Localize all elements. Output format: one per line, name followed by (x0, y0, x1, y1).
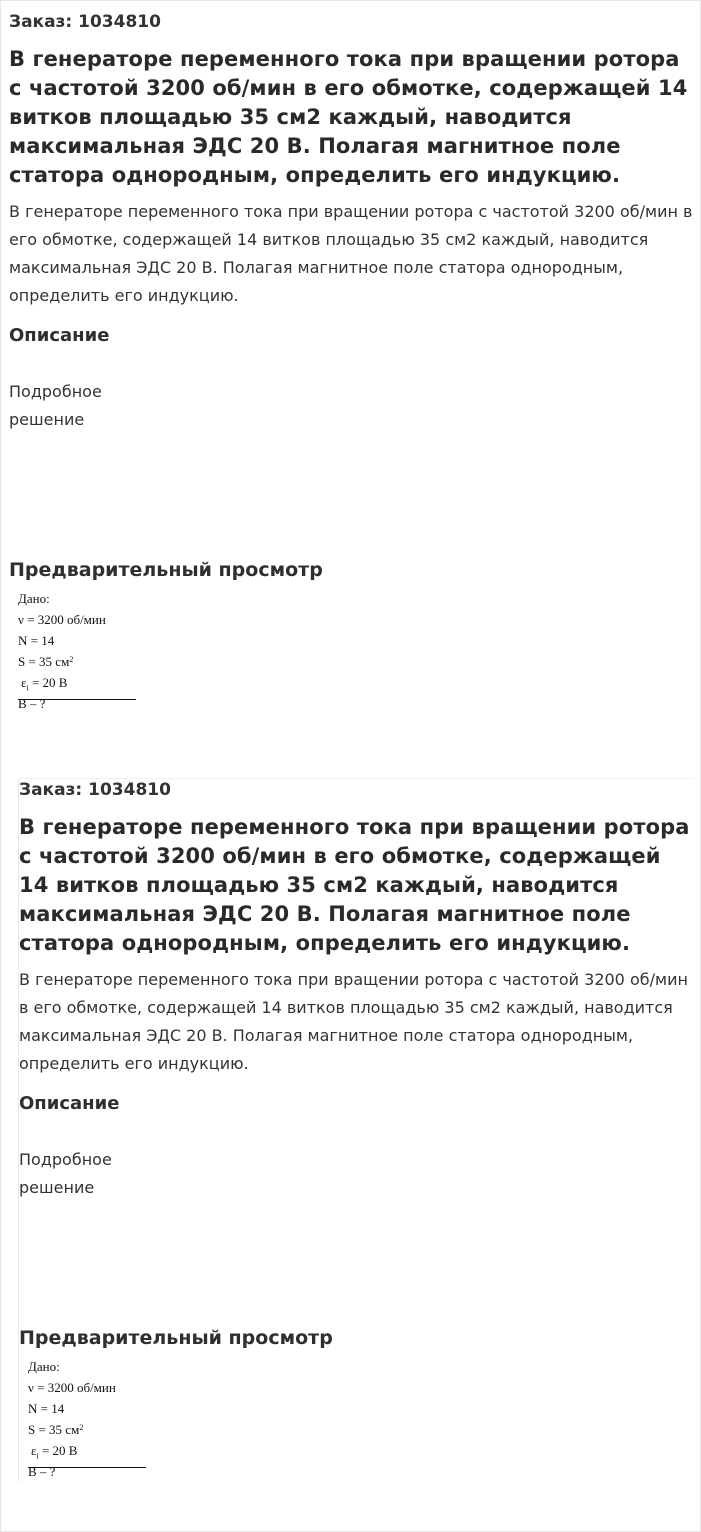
given-frequency: ν = 3200 об/мин (28, 1380, 116, 1395)
area-text: S = 35 см (18, 654, 70, 669)
solution-note: Подробное решение (19, 1150, 112, 1197)
description-heading: Описание (9, 325, 110, 346)
task-title: В генераторе переменного тока при вращении ротора с частотой 3200 об/мин в его обмотке, содержащей 14 витков площадью 35 см2 каждый, наводится максимальная ЭДС 20 В. Полагая магнитное поле статора однородным, определить его индукцию. (19, 815, 690, 955)
find-quantity: В – ? (28, 1464, 56, 1479)
area-exponent: 2 (69, 655, 74, 664)
task-card-duplicate (18, 778, 693, 1482)
task-card (9, 11, 693, 714)
order-number: Заказ: 1034810 (19, 780, 171, 800)
task-title: В генераторе переменного тока при вращении ротора с частотой 3200 об/мин в его обмотке, содержащей 14 витков площадью 35 см2 каждый, наводится максимальная ЭДС 20 В. Полагая магнитное поле статора однородным, определить его индукцию. (9, 47, 688, 187)
given-area (18, 651, 693, 672)
emf-value: = 20 В (28, 675, 68, 690)
task-description: В генераторе переменного тока при вращении ротора с частотой 3200 об/мин в его обмотке, содержащей 14 витков площадью 35 см2 каждый, наводится максимальная ЭДС 20 В. Полагая магнитное поле статора однородным, определить его индукцию. (19, 970, 688, 1073)
area-text: S = 35 см (28, 1422, 80, 1437)
find-quantity: В – ? (18, 696, 46, 711)
given-label: Дано: (18, 591, 50, 606)
emf-value: = 20 В (38, 1443, 78, 1458)
emf-subscript: i (26, 683, 29, 693)
given-turns: N = 14 (28, 1401, 65, 1416)
area-exponent: 2 (79, 1423, 84, 1432)
solution-preview (28, 1356, 693, 1482)
given-emf (18, 672, 693, 693)
solution-preview (18, 588, 693, 714)
order-number: Заказ: 1034810 (9, 12, 161, 32)
emf-symbol: ε (21, 675, 27, 690)
solution-note: Подробное решение (9, 382, 102, 429)
preview-heading: Предварительный просмотр (9, 559, 323, 581)
task-description: В генераторе переменного тока при вращении ротора с частотой 3200 об/мин в его обмотке, содержащей 14 витков площадью 35 см2 каждый, наводится максимальная ЭДС 20 В. Полагая магнитное поле статора однородным, определить его индукцию. (9, 202, 693, 305)
given-turns: N = 14 (18, 633, 55, 648)
given-area (28, 1419, 693, 1440)
given-emf (28, 1440, 693, 1461)
emf-subscript: i (36, 1451, 39, 1461)
given-label: Дано: (28, 1359, 60, 1374)
given-frequency: ν = 3200 об/мин (18, 612, 106, 627)
description-heading: Описание (19, 1093, 120, 1114)
emf-symbol: ε (31, 1443, 37, 1458)
preview-heading: Предварительный просмотр (19, 1327, 333, 1349)
